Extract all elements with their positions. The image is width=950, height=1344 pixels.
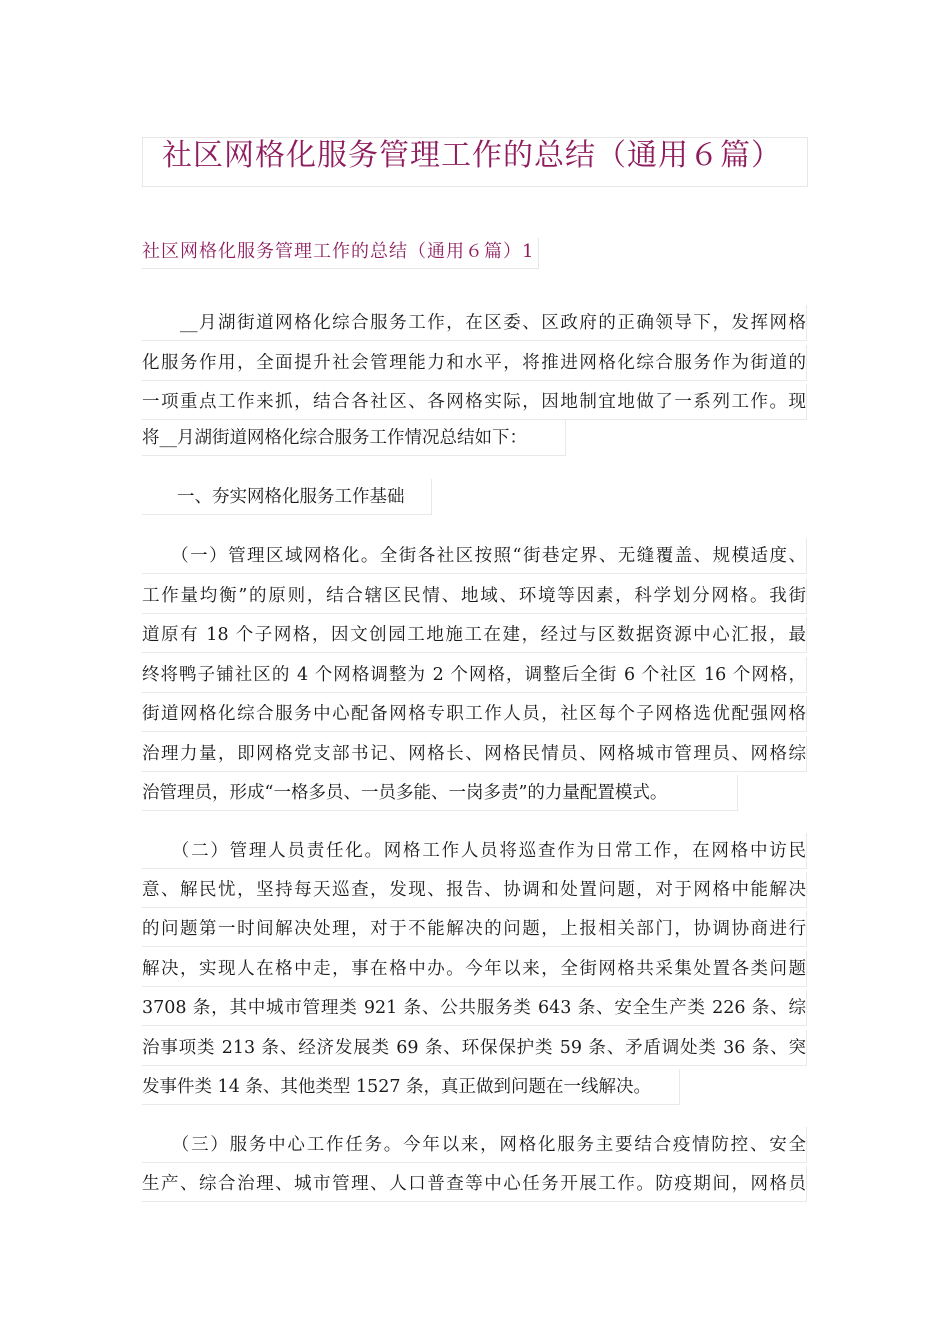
body-line: 的问题第一时间解决处理，对于不能解决的问题，上报相关部门，协调协商进行 (142, 911, 807, 947)
section-heading: 社区网格化服务管理工作的总结（通用６篇）1 (142, 238, 539, 269)
body-line: 化服务作用，全面提升社会管理能力和水平，将推进网格化综合服务作为街道的 (142, 345, 807, 381)
body-line: 工作量均衡”的原则，结合辖区民情、地域、环境等因素，科学划分网格。我街 (142, 578, 807, 614)
body-line: 治理力量，即网格党支部书记、网格长、网格民情员、网格城市管理员、网格综 (142, 736, 807, 772)
body-line: 道原有 18 个子网格，因文创园工地施工在建，经过与区数据资源中心汇报，最 (142, 617, 807, 653)
body-line: 解决，实现人在格中走，事在格中办。今年以来，全街网格共采集处置各类问题 (142, 951, 807, 987)
document-title: 社区网格化服务管理工作的总结（通用６篇） (162, 138, 782, 173)
body-line: 生产、综合治理、城市管理、人口普查等中心任务开展工作。防疫期间，网格员 (142, 1166, 807, 1202)
body-line: 将__月湖街道网格化综合服务工作情况总结如下： (142, 420, 566, 456)
body-line: 一项重点工作来抓，结合各社区、各网格实际，因地制宜地做了一系列工作。现 (142, 384, 807, 420)
body-line: 意、解民忧，坚持每天巡查，发现、报告、协调和处置问题，对于网格中能解决 (142, 872, 807, 908)
body-line: 治事项类 213 条、经济发展类 69 条、环保保护类 59 条、矛盾调处类 36 条、突 (142, 1030, 807, 1066)
body-line: 3708 条，其中城市管理类 921 条、公共服务类 643 条、安全生产类 226 条、综 (142, 990, 807, 1026)
body-line: （一）管理区域网格化。全街各社区按照“街巷定界、无缝覆盖、规模适度、 (142, 538, 807, 574)
body-line: 发事件类 14 条、其他类型 1527 条，真正做到问题在一线解决。 (142, 1069, 680, 1105)
section-heading-line: 一、夯实网格化服务工作基础 (142, 479, 432, 515)
body-line: （三）服务中心工作任务。今年以来，网格化服务主要结合疫情防控、安全 (142, 1127, 807, 1163)
body-line: 街道网格化综合服务中心配备网格专职工作人员，社区每个子网格选优配强网格 (142, 696, 807, 732)
body-line: （二）管理人员责任化。网格工作人员将巡查作为日常工作，在网格中访民 (142, 833, 807, 869)
body-line: 终将鸭子铺社区的 4 个网格调整为 2 个网格，调整后全街 6 个社区 16 个网格， (142, 657, 807, 693)
body-line: 治管理员，形成“一格多员、一员多能、一岗多责”的力量配置模式。 (142, 775, 738, 811)
body-line: __月湖街道网格化综合服务工作，在区委、区政府的正确领导下，发挥网格 (142, 305, 807, 341)
